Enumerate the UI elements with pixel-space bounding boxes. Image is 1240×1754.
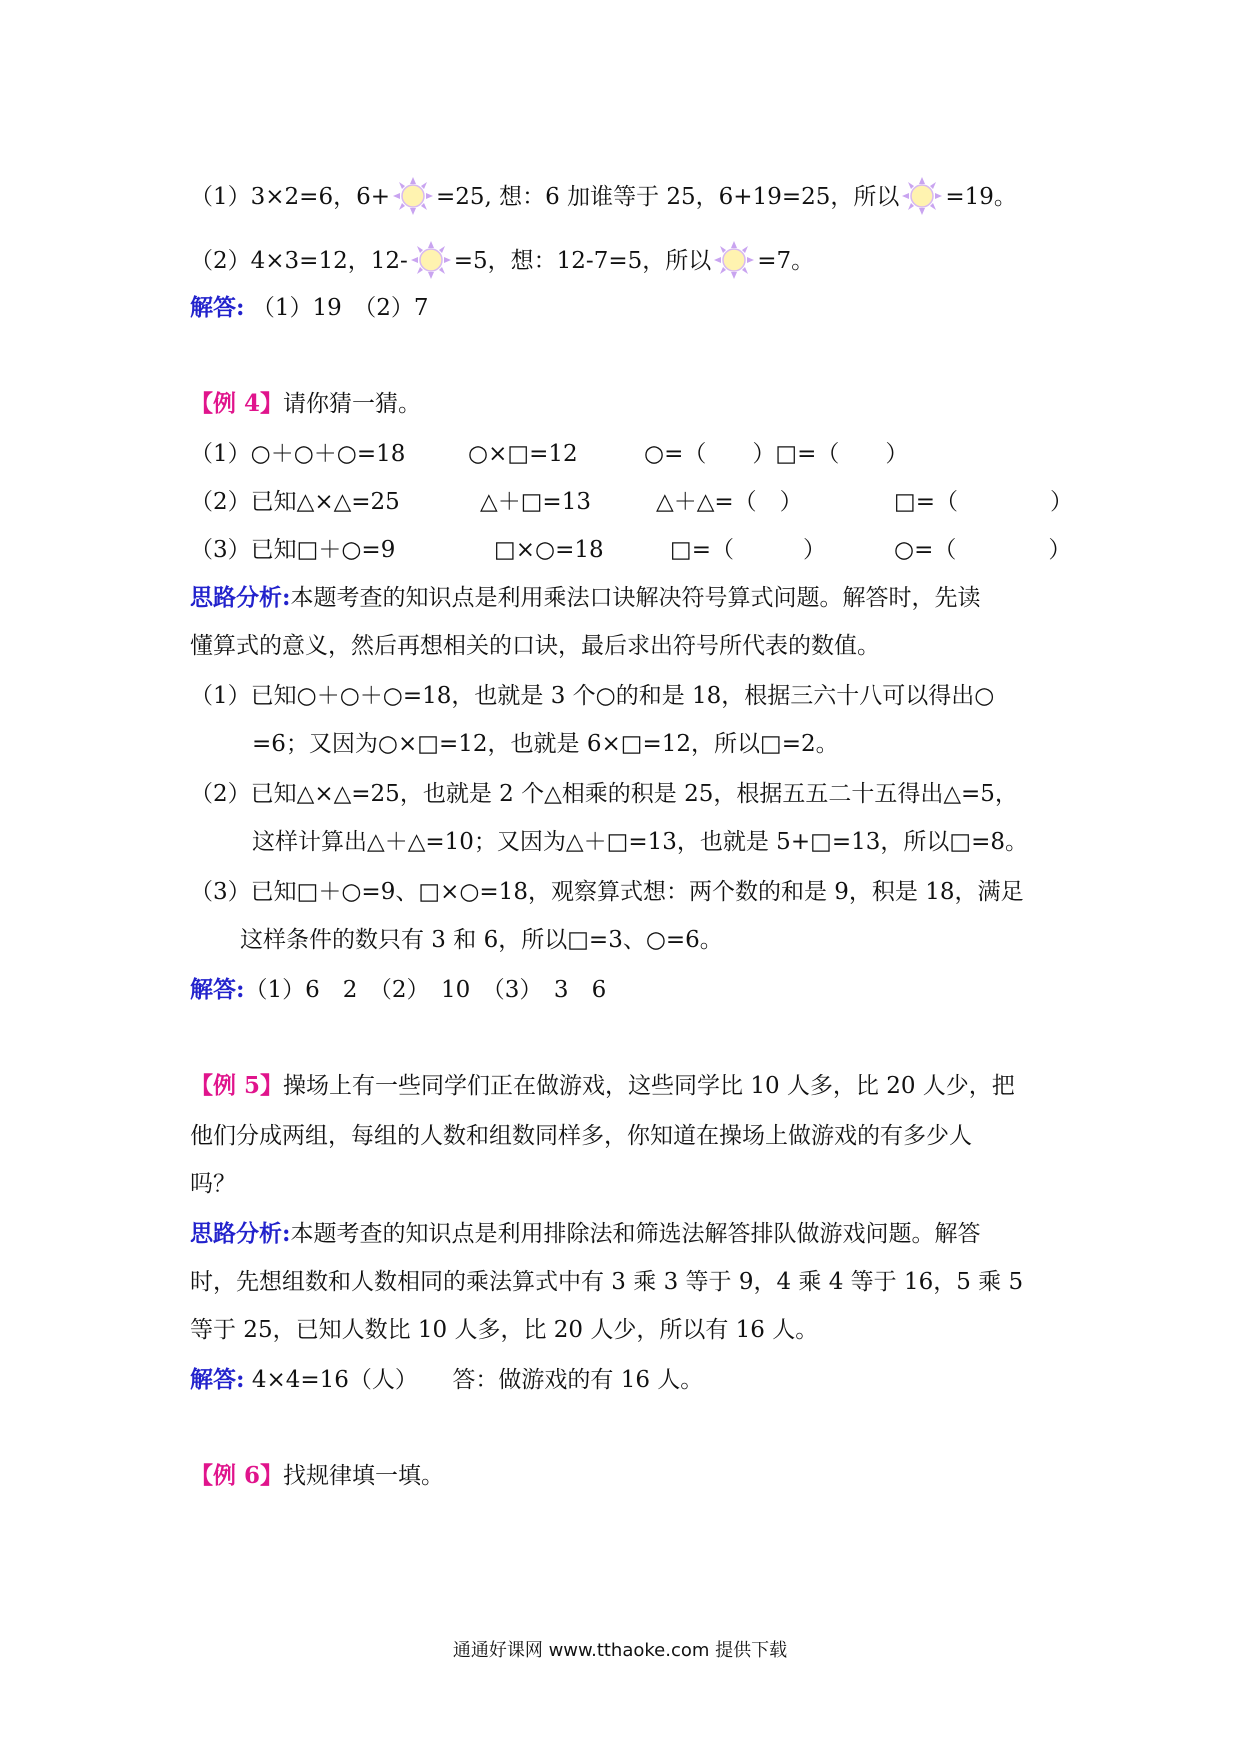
answer-label: 解答: — [190, 1366, 245, 1393]
example-title: 找规律填一填。 — [283, 1463, 445, 1489]
ex5-answer — [190, 1364, 703, 1396]
ex3-line-1-part-c: =19。 — [945, 184, 1017, 210]
analysis-label: 思路分析: — [190, 1220, 291, 1247]
ex4-solution-1-line-1: （1）已知○＋○＋○=18，也就是 3 个○的和是 18，根据三六十八可以得出○ — [190, 683, 995, 709]
ex5-analysis-line-2: 时，先想组数和人数相同的乘法算式中有 3 乘 3 等于 9，4 乘 4 等于 16，5 乘 5 — [190, 1269, 1024, 1295]
ex5-line-3: 吗？ — [190, 1171, 236, 1197]
answer-text: （1）19 （2）7 — [251, 295, 429, 321]
answer-text: （1）6 2 （2） 10 （3） 3 6 — [244, 977, 607, 1003]
ex5-line-2: 他们分成两组，每组的人数和组数同样多，你知道在操场上做游戏的有多少人 — [190, 1123, 972, 1149]
ex4-answer — [190, 974, 606, 1006]
ex4-heading — [190, 388, 421, 420]
ex4-q3-col1: （3）已知□＋○=9 — [190, 537, 396, 563]
ex4-q3-col3: □=（ ） — [670, 537, 827, 563]
ex4-analysis-line-1 — [190, 582, 981, 614]
ex3-line-2 — [190, 240, 814, 280]
ex4-q3-col4: ○=（ ） — [894, 537, 1072, 563]
analysis-text: 本题考查的知识点是利用乘法口诀解决符号算式问题。解答时，先读 — [290, 585, 981, 611]
ex4-solution-1-line-2: =6；又因为○×□=12，也就是 6×□=12，所以□=2。 — [252, 731, 839, 757]
example-title: 请你猜一猜。 — [283, 391, 422, 417]
ex3-line-2-part-b: =5，想：12-7=5，所以 — [453, 248, 712, 274]
sun-icon — [900, 176, 944, 216]
example-tag: 【例 6】 — [190, 1462, 284, 1489]
footer-watermark: 通通好课网 www.tthaoke.com 提供下载 — [452, 1640, 788, 1661]
ex4-solution-3-line-2: 这样条件的数只有 3 和 6，所以□=3、○=6。 — [240, 927, 723, 953]
ex4-solution-2-line-2: 这样计算出△＋△=10；又因为△＋□=13，也就是 5+□=13，所以□=8。 — [252, 829, 1028, 855]
answer-label: 解答: — [190, 976, 245, 1003]
sun-icon — [391, 176, 435, 216]
ex4-q2-col2: △＋□=13 — [480, 489, 591, 515]
example-tag: 【例 4】 — [190, 390, 284, 417]
sun-icon — [409, 240, 453, 280]
ex4-q2-col3: △＋△=（ ） — [656, 489, 803, 515]
ex4-solution-3-line-1: （3）已知□＋○=9、□×○=18，观察算式想：两个数的和是 9，积是 18，满足 — [190, 879, 1024, 905]
example-text: 操场上有一些同学们正在做游戏，这些同学比 10 人多，比 20 人少，把 — [283, 1073, 1015, 1099]
ex5-analysis-line-3: 等于 25，已知人数比 10 人多，比 20 人少，所以有 16 人。 — [190, 1317, 819, 1343]
ex3-line-1-part-b: =25, 想：6 加谁等于 25，6+19=25，所以 — [435, 184, 900, 210]
ex4-q3-col2: □×○=18 — [494, 537, 604, 563]
ex3-line-2-part-a: （2）4×3=12，12- — [190, 248, 408, 274]
example-tag: 【例 5】 — [190, 1072, 284, 1099]
ex4-q1-col1: （1）○＋○＋○=18 — [190, 441, 406, 467]
ex4-analysis-line-2: 懂算式的意义，然后再想相关的口诀，最后求出符号所代表的数值。 — [190, 633, 880, 659]
ex3-line-1 — [190, 176, 1017, 216]
ex4-solution-2-line-1: （2）已知△×△=25，也就是 2 个△相乘的积是 25，根据五五二十五得出△=5， — [190, 781, 1018, 807]
ex5-line-1 — [190, 1070, 1015, 1102]
ex4-q1-col3: ○=（ ）□=（ ） — [644, 441, 909, 467]
ex3-line-1-part-a: （1）3×2=6，6+ — [190, 184, 390, 210]
ex5-analysis-line-1 — [190, 1218, 981, 1250]
ex4-q2-col1: （2）已知△×△=25 — [190, 489, 400, 515]
analysis-label: 思路分析: — [190, 584, 291, 611]
analysis-text: 本题考查的知识点是利用排除法和筛选法解答排队做游戏问题。解答 — [290, 1221, 981, 1247]
answer-label: 解答: — [190, 294, 245, 321]
answer-text: 4×4=16（人） 答：做游戏的有 16 人。 — [251, 1367, 704, 1393]
ex4-q1-col2: ○×□=12 — [468, 441, 578, 467]
sun-icon — [712, 240, 756, 280]
ex6-heading — [190, 1460, 444, 1492]
ex3-answer — [190, 292, 428, 324]
ex3-line-2-part-c: =7。 — [757, 248, 815, 274]
ex4-q2-col4: □=（ ） — [894, 489, 1074, 515]
